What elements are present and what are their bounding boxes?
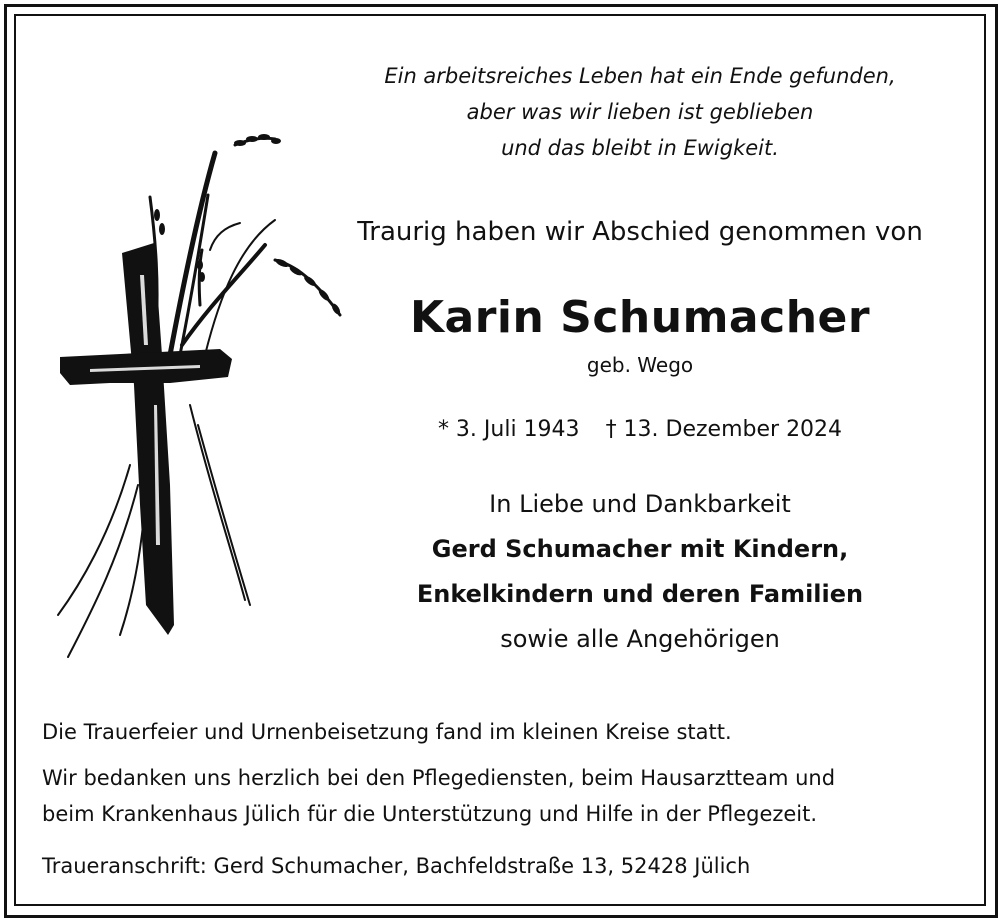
mourners-relatives: sowie alle Angehörigen — [500, 625, 780, 653]
poem-line: Ein arbeitsreiches Leben hat ein Ende gefunden, — [384, 64, 896, 88]
life-dates — [330, 412, 950, 448]
mourners-intro: In Liebe und Dankbarkeit — [489, 490, 791, 518]
mourners — [330, 482, 950, 662]
death-date: † 13. Dezember 2024 — [605, 417, 843, 442]
mourners-family: Gerd Schumacher mit Kindern, — [431, 535, 849, 563]
poem-line: und das bleibt in Ewigkeit. — [501, 136, 779, 160]
poem — [330, 58, 950, 166]
birth-name: geb. Wego — [586, 353, 694, 377]
poem-line: aber was wir lieben ist geblieben — [466, 100, 814, 124]
thanks-line: Wir bedanken uns herzlich bei den Pflegediensten, beim Hausarztteam und — [42, 766, 836, 790]
mourning-address: Traueranschrift: Gerd Schumacher, Bachfeldstraße 13, 52428 Jülich — [42, 854, 751, 878]
thanks-line: beim Krankenhaus Jülich für die Unterstützung und Hilfe in der Pflegezeit. — [42, 802, 818, 826]
ceremony-note: Die Trauerfeier und Urnenbeisetzung fand im kleinen Kreise statt. — [42, 720, 732, 744]
cross-with-grasses-icon — [50, 125, 350, 665]
thanks-note — [42, 760, 962, 832]
mourners-family: Enkelkindern und deren Familien — [416, 580, 864, 608]
intro-text: Traurig haben wir Abschied genommen von — [357, 217, 923, 247]
birth-date: * 3. Juli 1943 — [437, 417, 580, 442]
deceased-name: Karin Schumacher — [409, 292, 871, 343]
